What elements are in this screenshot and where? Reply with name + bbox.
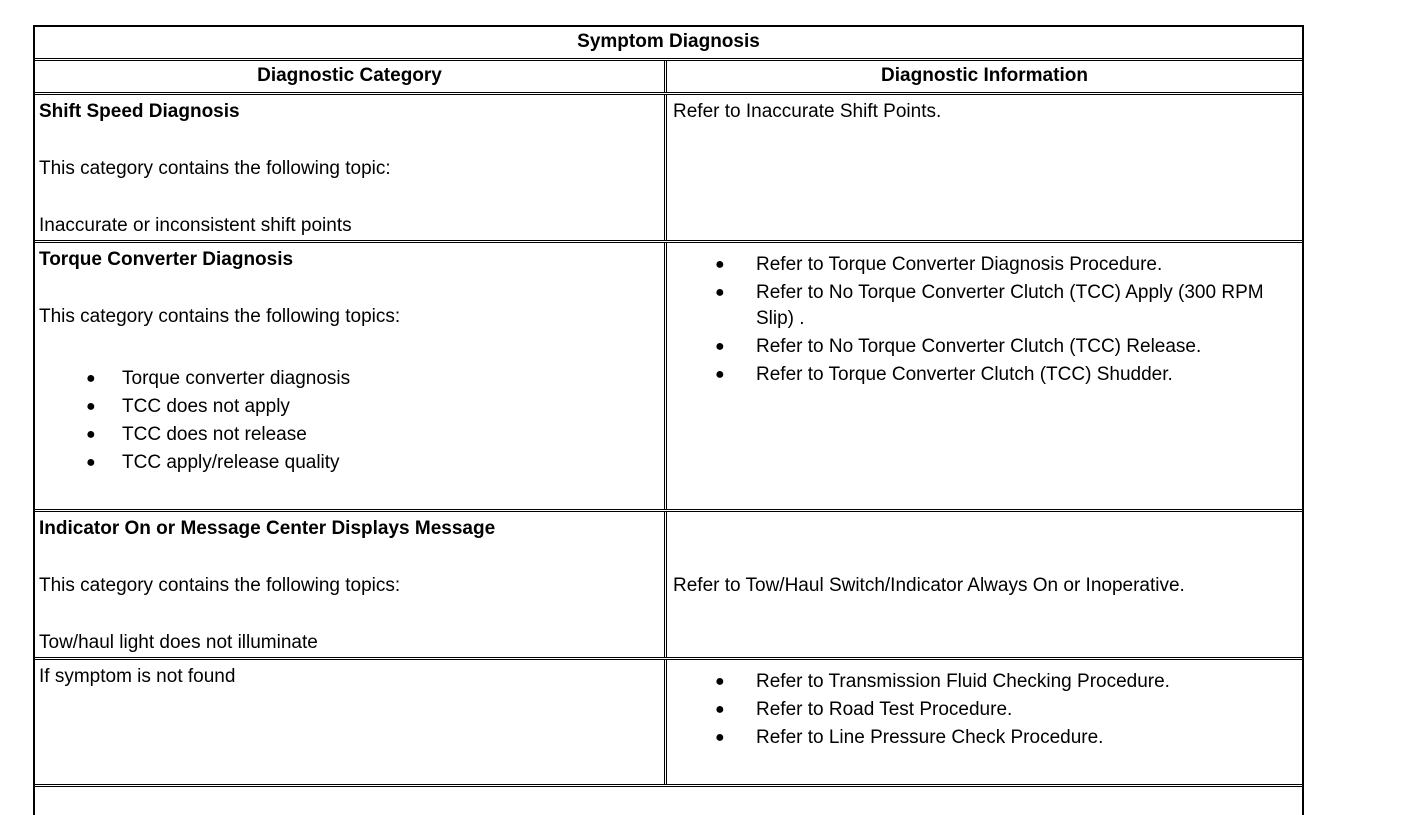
category-cell [35,512,667,657]
table-row-symptom-not-found [35,660,1302,787]
table-header-row [35,61,1302,95]
list-item: ● Refer to No Torque Converter Clutch (TCC) Release. [673,334,1296,360]
list-item: ● TCC does not release [39,421,660,449]
list-item: ● Refer to Line Pressure Check Procedure. [673,725,1296,751]
category-plain-text: If symptom is not found [39,666,236,687]
category-intro: This category contains the following topics: [39,306,401,327]
information-list [673,252,1296,388]
list-item: ● Refer to Torque Converter Clutch (TCC) Shudder. [673,362,1296,388]
bullet-icon: ● [86,426,96,443]
table-row-shift-speed [35,95,1302,243]
category-title: Indicator On or Message Center Displays Message [39,518,496,539]
information-cell [667,95,1302,240]
list-item: ● Refer to Torque Converter Diagnosis Procedure. [673,252,1296,278]
list-item: ● Refer to Transmission Fluid Checking Procedure. [673,669,1296,695]
category-cell [35,95,667,240]
category-cell [35,660,667,784]
table-row-indicator-message [35,512,1302,660]
bullet-icon: ● [715,366,725,383]
list-item: ● Refer to No Torque Converter Clutch (TCC) Apply (300 RPM Slip) . [715,282,1264,329]
symptom-diagnosis-table [33,25,1304,815]
category-intro: This category contains the following topic: [39,158,391,179]
category-topic: Inaccurate or inconsistent shift points [39,215,352,236]
list-item: ● TCC apply/release quality [39,449,660,477]
bullet-icon: ● [715,701,725,718]
header-diagnostic-category: Diagnostic Category [35,61,667,92]
bullet-icon: ● [86,370,96,387]
list-item: ● Refer to Road Test Procedure. [673,697,1296,723]
bullet-icon: ● [86,454,96,471]
topic-list [39,365,660,477]
bullet-icon: ● [715,673,725,690]
list-item: ● Torque converter diagnosis [39,365,660,393]
information-cell [667,660,1302,784]
category-cell [35,243,667,509]
bullet-icon: ● [86,398,96,415]
category-title: Torque Converter Diagnosis [39,249,294,270]
category-topic: Tow/haul light does not illuminate [39,632,318,653]
information-cell [667,512,1302,657]
bullet-icon: ● [715,256,725,273]
category-title: Shift Speed Diagnosis [39,101,240,122]
information-text: Refer to Tow/Haul Switch/Indicator Always On or Inoperative. [673,575,1185,596]
table-title: Symptom Diagnosis [35,27,1302,61]
information-text: Refer to Inaccurate Shift Points. [673,101,942,122]
bullet-icon: ● [715,338,725,355]
list-item: ● TCC does not apply [39,393,660,421]
table-row-torque-converter [35,243,1302,512]
header-diagnostic-information: Diagnostic Information [881,65,1088,86]
information-list [673,669,1296,751]
bullet-icon: ● [715,729,725,746]
category-intro: This category contains the following topics: [39,575,401,596]
information-cell [667,243,1302,509]
bullet-icon: ● [715,284,725,301]
